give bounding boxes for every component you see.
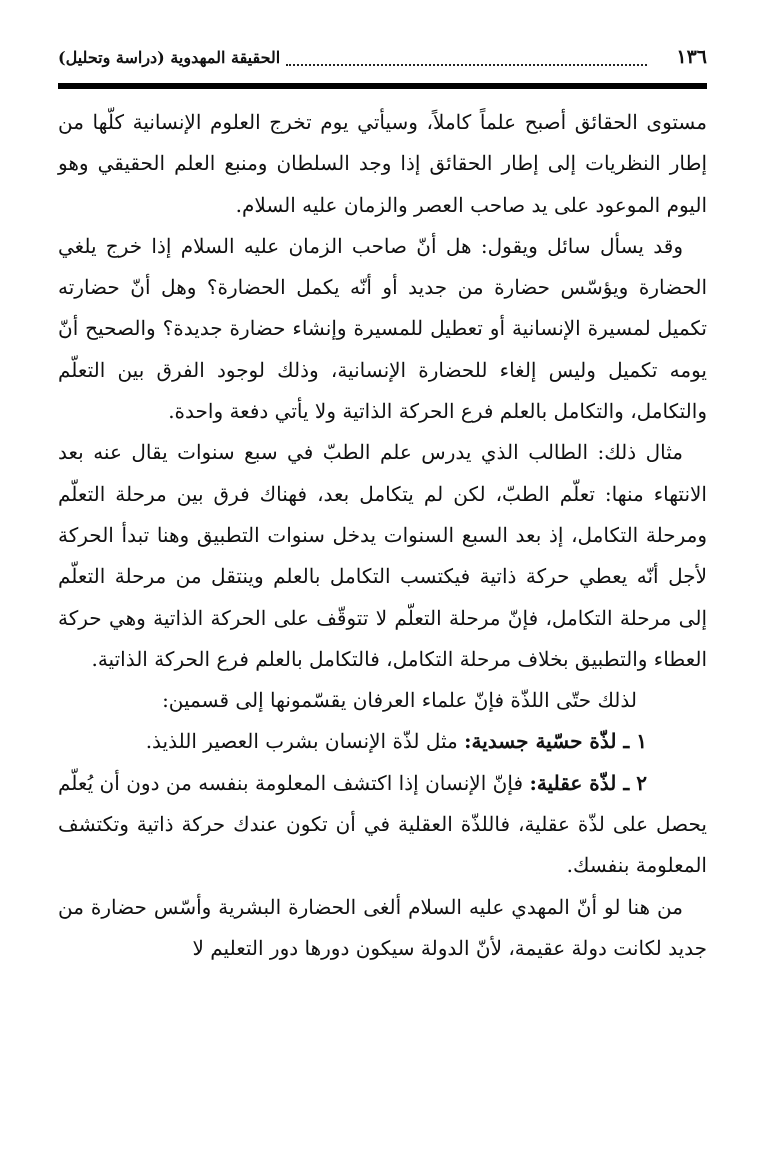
page-body bbox=[58, 102, 707, 969]
paragraph: مستوى الحقائق أصبح علماً كاملاً، وسيأتي يوم تخرج العلوم الإنسانية كلّها من إطار النظريات إلى إطار الحقائق إذا وجد السلطان ومنبع العلم الحقيقي وهو اليوم الموعود على يد صاحب العصر والزمان عليه السلام. bbox=[58, 110, 707, 217]
paragraph: لذلك حتّى اللذّة فإنّ علماء العرفان يقسّمونها إلى قسمين: bbox=[162, 688, 637, 713]
list-item bbox=[58, 763, 707, 887]
list-item bbox=[58, 721, 707, 762]
paragraph: من هنا لو أنّ المهدي عليه السلام ألغى الحضارة البشرية وأسّس حضارة من جديد لكانت دولة عقيمة، لأنّ الدولة سيكون دورها دور التعليم لا bbox=[58, 894, 707, 960]
list-item-label: ١ ـ لذّة حسّية جسدية: bbox=[464, 729, 647, 754]
running-book-title: الحقيقة المهدوية (دراسة وتحليل) bbox=[58, 48, 281, 67]
header-rule bbox=[58, 83, 707, 89]
list-item-label: ٢ ـ لذّة عقلية: bbox=[529, 770, 647, 795]
paragraph: مثال ذلك: الطالب الذي يدرس علم الطبّ في سبع سنوات يقال عنه بعد الانتهاء منها: تعلّم الطبّ، لكن لم يتكامل بعد، فهناك فرق بين مرحلة التعلّم ومرحلة التكامل، إذ بعد السبع السنوات يدخل سنوات التطبيق وهنا تبدأ الحركة لأجل أنّه يعطي حركة ذاتية فيكتسب التكامل بالعلم وينتقل من مرحلة التعلّم إلى مرحلة التكامل، فإنّ مرحلة التعلّم لا تتوقّف على الحركة الذاتية وهي حركة العطاء والتطبيق بخلاف مرحلة التكامل، فالتكامل بالعلم فرع الحركة الذاتية. bbox=[58, 440, 707, 671]
list-item-text: فإنّ الإنسان إذا اكتشف المعلومة بنفسه من دون أن يُعلّم يحصل على لذّة عقلية، فاللذّة العقلية في أن تكون عندك حركة ذاتية وتكتشف المعلومة بنفسك. bbox=[58, 770, 707, 878]
header-dotted-leader bbox=[286, 64, 647, 66]
list-item-text: مثل لذّة الإنسان بشرب العصير اللذيذ. bbox=[145, 729, 465, 754]
page-header bbox=[58, 44, 707, 78]
page-number: ١٣٦ bbox=[676, 46, 707, 68]
paragraph: وقد يسأل سائل ويقول: هل أنّ صاحب الزمان عليه السلام إذا خرج يلغي الحضارة ويؤسّس حضارة من جديد أو أنّه يكمل الحضارة؟ وهل أنّ حضارته تكميل لمسيرة الإنسانية أو تعطيل للمسيرة وإنشاء حضارة جديدة؟ والصحيح أنّ يومه تكميل وليس إلغاء للحضارة الإنسانية، وذلك لوجود الفرق بين التعلّم والتكامل، والتكامل بالعلم فرع الحركة الذاتية ولا يأتي دفعة واحدة. bbox=[58, 233, 707, 424]
